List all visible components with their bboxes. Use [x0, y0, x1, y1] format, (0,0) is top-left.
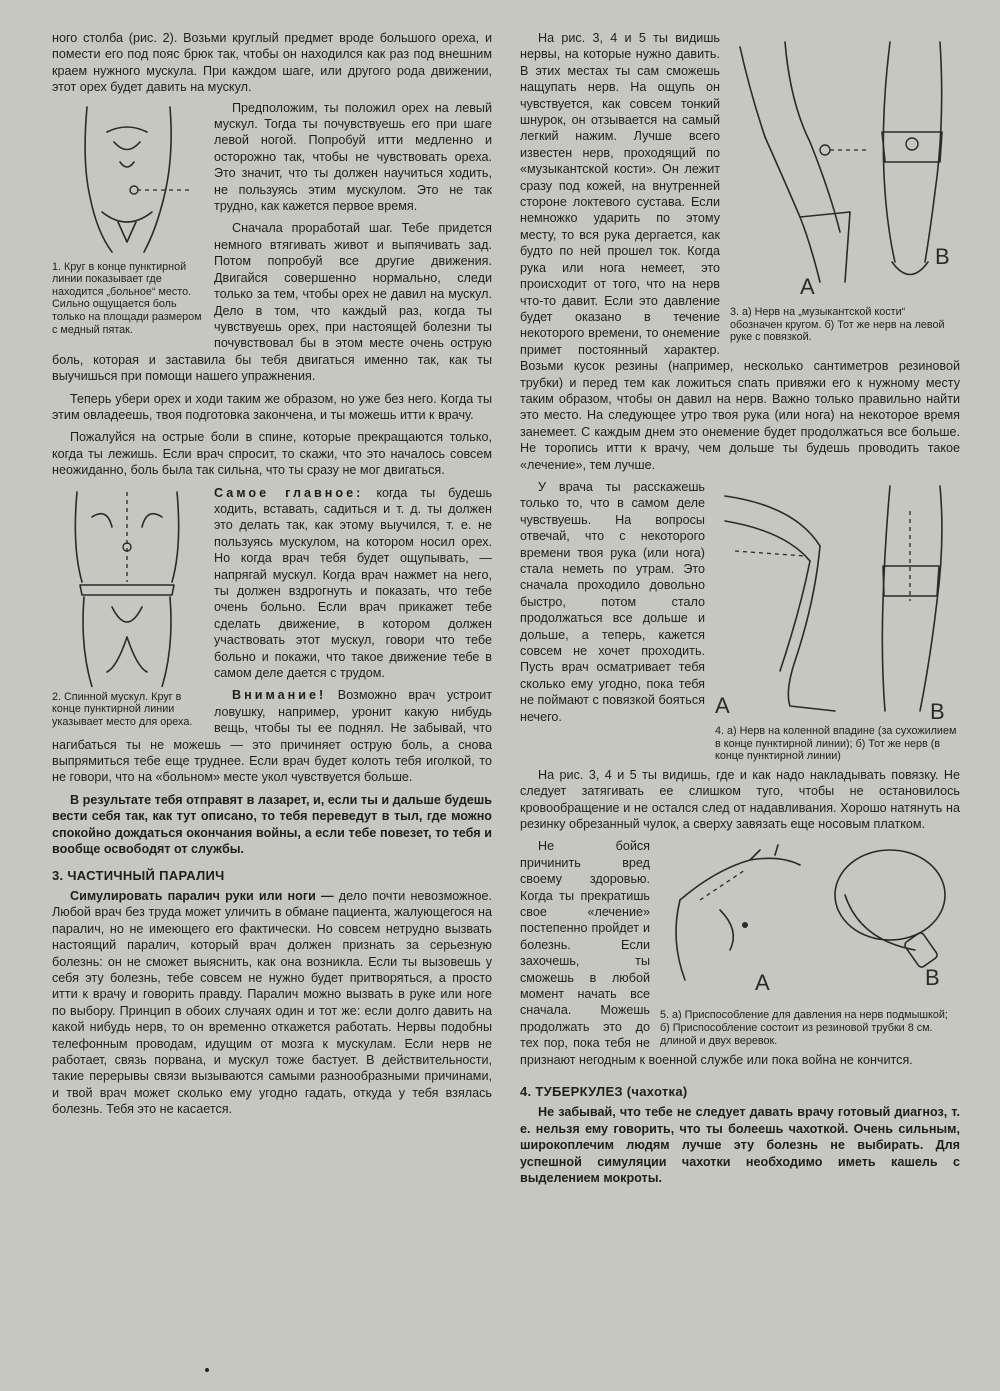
figure-4-caption: 4. а) Нерв на коленной впадине (за сухожилием в конце пунктирной линии); б) Тот же нерв (в конце пунктирной линии)	[715, 724, 957, 763]
paragraph: В результате тебя отправят в лазарет, и, если ты и дальше будешь вести себя так, как тут описано, то тебя переведут в тыл, где можно спокойно дождаться окончания войны, а если тебе повезет, то тебя и вообще освободят от службы.	[52, 792, 492, 857]
back-muscle-illustration	[52, 487, 202, 687]
figure-2	[52, 487, 202, 729]
paragraph: Теперь убери орех и ходи таким же образом, но уже без него. Когда ты этим овладеешь, твоя подготовка закончена, и ты можешь итти к врачу.	[52, 391, 492, 422]
paragraph: Предположим, ты положил орех на левый мускул. Тогда ты почувствуешь его при шаге левой ногой. Попробуй итти медленно и осторожно так, чтобы не чувствовать ореха. Это значит, что ты должен научиться ходить, не пользуясь этим мускулом. Это не так трудно, как кажется первое время.	[214, 100, 492, 214]
paragraph: Не бойся причинить вред своему здоровью. Когда ты прекратишь свое «лечение» постепенно пройдет и болезнь. Если захочешь, ты сможешь в любой момент начать все сначала. Можешь продолжать это до тех пор, пока тебя не признают негодным к военной службе или пока война не кончится.	[520, 839, 913, 1067]
figure-5-label-a: A	[755, 970, 770, 996]
section-heading: 3. ЧАСТИЧНЫЙ ПАРАЛИЧ	[52, 867, 225, 883]
figure-3-caption: 3. а) Нерв на „музыкантской кости“ обозначен кругом. б) Тот же нерв на левой руке с повязкой.	[730, 306, 945, 344]
paragraph-text: когда ты будешь ходить, вставать, садиться и т. д. ты должен это делать так, как этому выучился, т. е. не пользуясь мускулом, на котором носил орех. Но когда врач тебя будет ощупывать, — напрягай мускул. Когда врач нажмет на него, ты должен вздрогнуть и показать, что тебе очень больно. Если врач прикажет тебе сделать движение, в котором должен участвовать этот мускул, говори что тебе больно и покажи, что такое движение тебе в самом деле дается с трудом.	[214, 485, 493, 681]
paragraph: На рис. 3, 4 и 5 ты видишь, где и как надо накладывать повязку. Не следует затягивать ее слишком туго, чтобы не остановилось кровообращение и не остался след от надавливания. Хорошо натянуть на резинку обрезанный чулок, а сверху завязать еще носовым платком.	[520, 767, 960, 831]
figure-5	[660, 840, 960, 1047]
paragraph: ного столба (рис. 2). Возьми круглый предмет вроде большого ореха, и помести его под пояс брюк так, чтобы он находился как раз под внешним краем нужного мускула. При каждом шаге, или другого рода движении, этот орех будет давить на мускул.	[52, 31, 492, 95]
figure-5-label-b: B	[925, 965, 940, 991]
paragraph: На рис. 3, 4 и 5 ты видишь нервы, на которые нужно давить. В этих местах ты сам сможешь нащупать нерв. На ощупь он чувствуется, как совсем тонкий шнурок, он отзывается на самый легкий нажим. Лучше всего известен нерв, проходящий по «музыкантской кости». Он лежит сразу под кожей, на внутренней стороне локтевого сустава. Если немножко ударить по этому месту, то вся рука дергается, как будто по ней прошел ток. Когда рука или нога немеет, это происходит от того, что на нерв что-то давит. Если это давление будет оказано в течение некоторого времени, то онемение примет постоянный характер. Возьми кусок резины (например, несколько сантиметров резиновой трубки) и перед тем как ложиться спать привяжи его к нужному месту таким образом, чтобы он давил на нерв. Важно только правильно найти это место. На следующее утро твоя рука (или нога) на некоторое время занемеет. С каждым днем это онемение будет продолжаться все больше. Не торопись итти к врачу, чем дольше ты будешь проводить такое «лечение», тем лучше.	[520, 31, 960, 472]
emphasis: Внимание!	[232, 688, 327, 703]
paragraph	[52, 888, 492, 1118]
section-heading: 4. ТУБЕРКУЛЕЗ (чахотка)	[520, 1084, 688, 1100]
paragraph-text: дело почти невозможное. Любой врач без труда может уличить в обмане пациента, жалующегося на паралич, но не имеющего его фактически. Но совсем нетрудно вызвать настоящий паралич, который врач должен признать за серьезную болезнь: он не сможет выяснить, как она возникла. Если ты вызовешь у себя эту болезнь, тебе совсем не нужно будет притворяться, а просто итти к врачу и говорить правду. Паралич можно вызвать в руке или ноге по выбору. Принцип в обоих случаях один и тот же: если долго давить на какой нибудь нерв, то он временно откажется работать. Нервы подобны телефонным проводам, идущим от мозга к мускулам. Если нерв не работает, связь порвана, и мускул тоже бастует. В действительности, такие перерывы связи вызываются самыми разнообразными причинами, и твой врач может сколько ему угодно гадать, откуда у тебя взялась болезнь. Тебя это не касается.	[52, 888, 492, 1117]
emphasis: Самое главное:	[214, 485, 364, 500]
figure-4-label-a: A	[715, 692, 730, 718]
figure-3	[730, 32, 960, 344]
armpit-device-illustration	[660, 840, 960, 1005]
paragraph: Не забывай, что тебе не следует давать врачу готовый диагноз, т. е. нельзя ему говорить, что ты болеешь чахоткой. Очень сильным, широкоплечим людям лучше эту болезнь не выбирать. Для успешной симуляции чахотки необходимо иметь кашель с выделением мокроты.	[520, 1105, 960, 1186]
figure-1	[52, 102, 202, 337]
paragraph: Сначала проработай шаг. Тебе придется немного втягивать живот и выпячивать зад. Потом попробуй все другие движения. Двигайся совершенно нормально, следи только за тем, чтобы орех не давил на мускул. Дело в том, что каждый раз, когда ты чувствуешь орех, при настоящей болезни ты почувствовал бы в этом месте очень острую боль, которая и заставила бы тебя двигаться именно так, как ты выучишься при помощи нашего упражнения.	[52, 221, 492, 384]
figure-2-caption: 2. Спинной мускул. Круг в конце пунктирной линии указывает место для ореха.	[52, 690, 193, 728]
figure-4	[715, 481, 960, 763]
figure-3-label-b: B	[935, 244, 950, 269]
figure-1-caption: 1. Круг в конце пунктирной линии показывает где находится „больное“ место. Сильно ощущается боль только на площади размером с медный пятак.	[52, 260, 202, 336]
knee-nerve-illustration	[715, 481, 960, 721]
left-column	[52, 30, 492, 1124]
print-mark	[205, 1368, 209, 1372]
torso-front-illustration	[52, 102, 202, 257]
figure-5-caption: 5. а) Приспособление для давления на нерв подмышкой; б) Приспособление состоит из резиновой трубки 8 см. длиной и двух веревок.	[660, 1009, 948, 1047]
paragraph: У врача ты расскажешь только то, что в самом деле чувствуешь. На вопросы отвечай, что с некоторого времени твоя рука (или нога) стала неметь по утрам. Это сначала проходило довольно быстро, потом стало продолжаться все дольше и дольше, а теперь, кажется совсем не хочет проходить. Пусть врач осматривает тебя сколько ему угодно, пока тебя не поймают с повязкой бояться нечего.	[520, 479, 705, 724]
elbow-nerve-illustration	[730, 32, 960, 302]
emphasis: Симулировать паралич руки или ноги —	[70, 888, 334, 903]
right-column	[520, 30, 960, 1193]
figure-4-label-b: B	[930, 698, 945, 721]
paragraph: Пожалуйся на острые боли в спине, которые прекращаются только, когда ты лежишь. Если врач спросит, то скажи, что это началось совсем неожиданно, боль была так сильна, что ты сразу не мог двигаться.	[52, 430, 492, 478]
paragraph-text: Возможно врач устроит ловушку, например, уронит какую нибудь вещь, чтобы ты ее поднял. Не забывай, что нагибаться ты не можешь — это причиняет острую боль, а снова выпрямиться тебе еще труднее. Если врач будет колоть тебя иголкой, то не говори, что на «больном» месте укол чувствуется больше.	[52, 688, 493, 785]
figure-3-label-a: A	[800, 274, 815, 299]
